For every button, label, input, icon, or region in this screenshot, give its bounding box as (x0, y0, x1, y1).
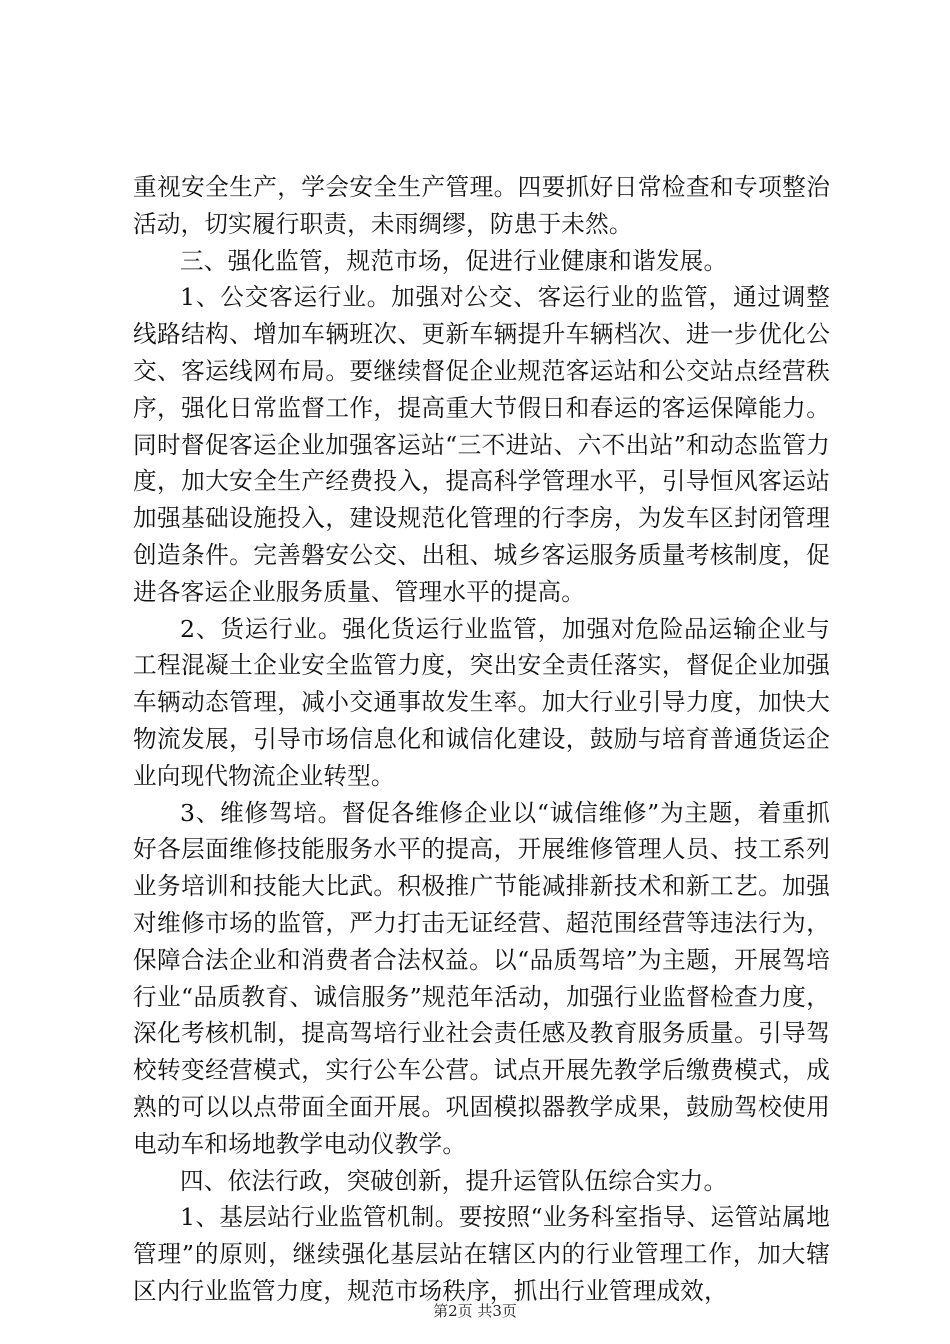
section-heading-3: 三、强化监管，规范市场，促进行业健康和谐发展。 (180, 246, 728, 275)
paragraph-repair-training: 3、维修驾培。督促各维修企业以“诚信维修”为主题，着重抓好各层面维修技能服务水平的提高，开展维修管理人员、技工系列业务培训和技能大比武。积极推广节能减排新技术和新工艺。加强对维修市场的监管，严力打击无证经营、超范围经营等违法行为，保障合法企业和消费者合法权益。以“品质驾培”为主题，开展驾培行业“品质教育、诚信服务”规范年活动，加强行业监督检查力度，深化考核机制，提高驾培行业社会责任感及教育服务质量。引导驾校转变经营模式，实行公车公营。试点开展先教学后缴费模式，成熟的可以以点带面全面开展。巩固模拟器教学成果，鼓励驾校使用电动车和场地教学电动仪教学。 (133, 798, 830, 1158)
section-heading-4: 四、依法行政，突破创新，提升运管队伍综合实力。 (180, 1166, 728, 1195)
paragraph-freight: 2、货运行业。强化货运行业监管，加强对危险品运输企业与工程混凝土企业安全监管力度，突出安全责任落实，督促企业加强车辆动态管理，减小交通事故发生率。加大行业引导力度，加快大物流发展，引导市场信息化和诚信化建设，鼓励与培育普通货运企业向现代物流企业转型。 (133, 614, 830, 790)
paragraph-bus-passenger: 1、公交客运行业。加强对公交、客运行业的监管，通过调整线路结构、增加车辆班次、更新车辆提升车辆档次、进一步优化公交、客运线网布局。要继续督促企业规范客运站和公交站点经营秩序，强化日常监督工作，提高重大节假日和春运的客运保障能力。同时督促客运企业加强客运站“三不进站、六不出站”和动态监管力度，加大安全生产经费投入，提高科学管理水平，引导恒风客运站加强基础设施投入，建设规范化管理的行李房，为发车区封闭管理创造条件。完善磐安公交、出租、城乡客运服务质量考核制度，促进各客运企业服务质量、管理水平的提高。 (133, 283, 830, 606)
paragraph-grassroots-station: 1、基层站行业监管机制。要按照“业务科室指导、运管站属地管理”的原则，继续强化基层站在辖区内的行业管理工作，加大辖区内行业监管力度，规范市场秩序，抓出行业管理成效， (133, 1203, 830, 1305)
page-footer: 第2页 共3页 (433, 1302, 517, 1320)
paragraph-continuation: 重视安全生产，学会安全生产管理。四要抓好日常检查和专项整治活动，切实履行职责，未雨绸缪，防患于未然。 (133, 173, 830, 238)
document-body (133, 169, 830, 1310)
